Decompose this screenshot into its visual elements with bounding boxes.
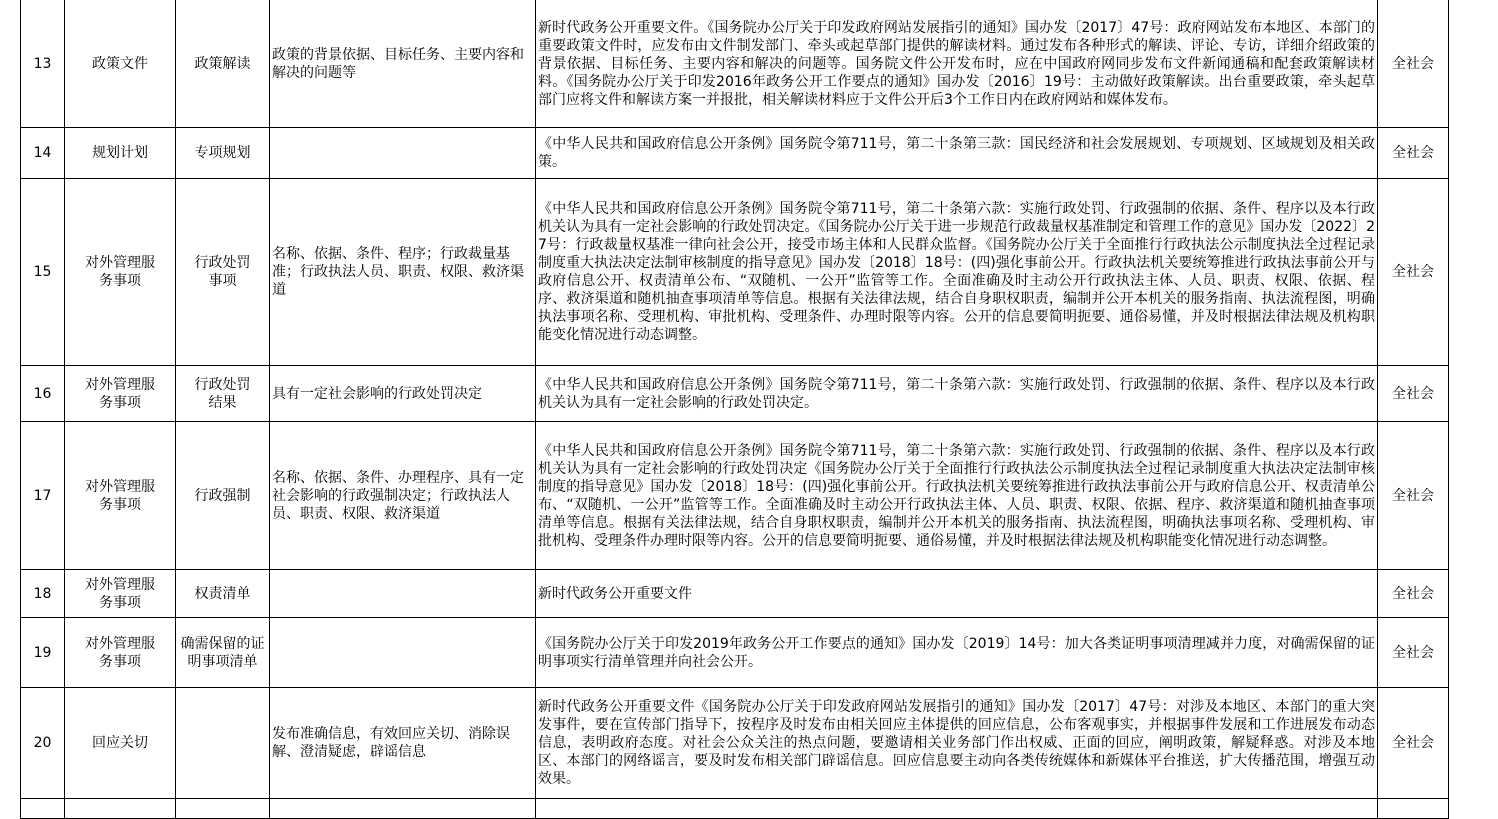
item-cell [176,799,270,819]
content-cell [270,799,536,819]
item-cell: 行政处罚结果 [176,366,270,422]
item-cell: 行政处罚事项 [176,179,270,366]
category-cell [65,799,176,819]
item-cell: 政策解读 [176,0,270,128]
table-body [21,0,1449,819]
item-cell [176,688,270,799]
item-cell: 专项规划 [176,128,270,179]
table-row [21,688,1449,799]
category-cell: 对外管理服务事项 [65,618,176,688]
scope-cell [1378,799,1449,819]
category-cell: 规划计划 [65,128,176,179]
scope-cell: 全社会 [1378,422,1449,570]
category-cell: 回应关切 [65,688,176,799]
scope-cell: 全社会 [1378,179,1449,366]
table-row [21,422,1449,570]
row-number-cell [21,799,65,819]
content-cell [270,570,536,618]
row-number-cell: 20 [21,688,65,799]
table-row [21,179,1449,366]
scope-cell: 全社会 [1378,366,1449,422]
content-cell: 发布准确信息，有效回应关切、消除误解、澄清疑虑，辟谣信息 [270,688,536,799]
content-cell: 名称、依据、条件、程序；行政裁量基准；行政执法人员、职责、权限、救济渠道 [270,179,536,366]
basis-cell: 《中华人民共和国政府信息公开条例》国务院令第711号，第二十条第六款：实施行政处罚、行政强制的依据、条件、程序以及本行政机关认为具有一定社会影响的行政处罚决定《国务院办公厅关于全面推行行政执法公示制度执法全过程记录制度重大执法决定法制审核制度的指导意见》国办发〔2018〕18号：(四)强化事前公开。行政执法机关要统筹推进行政执法事前公开与政府信息公开、权责清单公布、“双随机、一公开”监管等工作。全面准确及时主动公开行政执法主体、人员、职责、权限、依据、程序、救济渠道和随机抽查事项清单等信息。根据有关法律法规，结合自身职权职责，编制并公开本机关的服务指南、执法流程图，明确执法事项名称、受理机构、审批机构、受理条件办理时限等内容。公开的信息要简明扼要、通俗易懂，并及时根据法律法规及机构职能变化情况进行动态调整。 [536,422,1378,570]
basis-cell: 新时代政务公开重要文件。《国务院办公厅关于印发政府网站发展指引的通知》国办发〔2017〕47号：政府网站发布本地区、本部门的重要政策文件时，应发布由文件制发部门、牵头或起草部门提供的解读材料。通过发布各种形式的解读、评论、专访，详细介绍政策的背景依据、目标任务、主要内容和解决的问题等。国务院文件公开发布时，应在中国政府网同步发布文件新闻通稿和配套政策解读材料。《国务院办公厅关于印发2016年政务公开工作要点的通知》国办发〔2016〕19号：主动做好政策解读。出台重要政策，牵头起草部门应将文件和解读方案一并报批，相关解读材料应于文件公开后3个工作日内在政府网站和媒体发布。 [536,0,1378,128]
category-cell: 对外管理服务事项 [65,570,176,618]
item-cell: 确需保留的证明事项清单 [176,618,270,688]
policy-disclosure-table [20,0,1449,819]
scope-cell: 全社会 [1378,128,1449,179]
table-row [21,366,1449,422]
table-row [21,570,1449,618]
row-number-cell: 13 [21,0,65,128]
category-cell: 对外管理服务事项 [65,179,176,366]
scope-cell: 全社会 [1378,688,1449,799]
basis-cell: 《中华人民共和国政府信息公开条例》国务院令第711号，第二十条第六款：实施行政处罚、行政强制的依据、条件、程序以及本行政机关认为具有一定社会影响的行政处罚决定。《国务院办公厅关于进一步规范行政裁量权基准制定和管理工作的意见》国办发〔2022〕27号：行政裁量权基准一律向社会公开，接受市场主体和人民群众监督。《国务院办公厅关于全面推行行政执法公示制度执法全过程记录制度重大执法决定法制审核制度的指导意见》国办发〔2018〕18号：(四)强化事前公开。行政执法机关要统筹推进行政执法事前公开与政府信息公开、权责清单公布、“双随机、一公开”监管等工作。全面准确及时主动公开行政执法主体、人员、职责、权限、依据、程序、救济渠道和随机抽查事项清单等信息。根据有关法律法规，结合自身职权职责，编制并公开本机关的服务指南、执法流程图，明确执法事项名称、受理机构、审批机构、受理条件、办理时限等内容。公开的信息要简明扼要、通俗易懂，并及时根据法律法规及机构职能变化情况进行动态调整。 [536,179,1378,366]
table-row [21,0,1449,128]
content-cell: 具有一定社会影响的行政处罚决定 [270,366,536,422]
category-cell: 政策文件 [65,0,176,128]
table-row [21,799,1449,819]
row-number-cell: 19 [21,618,65,688]
row-number-cell: 15 [21,179,65,366]
content-cell [270,618,536,688]
item-cell: 权责清单 [176,570,270,618]
content-cell [270,128,536,179]
row-number-cell: 16 [21,366,65,422]
scope-cell: 全社会 [1378,618,1449,688]
row-number-cell: 14 [21,128,65,179]
category-cell: 对外管理服务事项 [65,422,176,570]
row-number-cell: 17 [21,422,65,570]
basis-cell: 《国务院办公厅关于印发2019年政务公开工作要点的通知》国办发〔2019〕14号：加大各类证明事项清理减并力度，对确需保留的证明事项实行清单管理并向社会公开。 [536,618,1378,688]
content-cell: 政策的背景依据、目标任务、主要内容和解决的问题等 [270,0,536,128]
basis-cell: 《中华人民共和国政府信息公开条例》国务院令第711号，第二十条第六款：实施行政处罚、行政强制的依据、条件、程序以及本行政机关认为具有一定社会影响的行政处罚决定。 [536,366,1378,422]
basis-cell: 新时代政务公开重要文件《国务院办公厅关于印发政府网站发展指引的通知》国办发〔2017〕47号：对涉及本地区、本部门的重大突发事件，要在宣传部门指导下，按程序及时发布由相关回应主体提供的回应信息，公布客观事实，并根据事件发展和工作进展发布动态信息，表明政府态度。对社会公众关注的热点问题，要邀请相关业务部门作出权威、正面的回应，阐明政策，解疑释惑。对涉及本地区、本部门的网络谣言，要及时发布相关部门辟谣信息。回应信息要主动向各类传统媒体和新媒体平台推送，扩大传播范围，增强互动效果。 [536,688,1378,799]
content-cell: 名称、依据、条件、办理程序、具有一定社会影响的行政强制决定；行政执法人员、职责、权限、救济渠道 [270,422,536,570]
basis-cell: 新时代政务公开重要文件 [536,570,1378,618]
basis-cell: 《中华人民共和国政府信息公开条例》国务院令第711号，第二十条第三款：国民经济和社会发展规划、专项规划、区域规划及相关政策。 [536,128,1378,179]
item-cell: 行政强制 [176,422,270,570]
table-row [21,618,1449,688]
category-cell: 对外管理服务事项 [65,366,176,422]
table-row [21,128,1449,179]
scope-cell: 全社会 [1378,0,1449,128]
row-number-cell: 18 [21,570,65,618]
basis-cell [536,799,1378,819]
scope-cell: 全社会 [1378,570,1449,618]
